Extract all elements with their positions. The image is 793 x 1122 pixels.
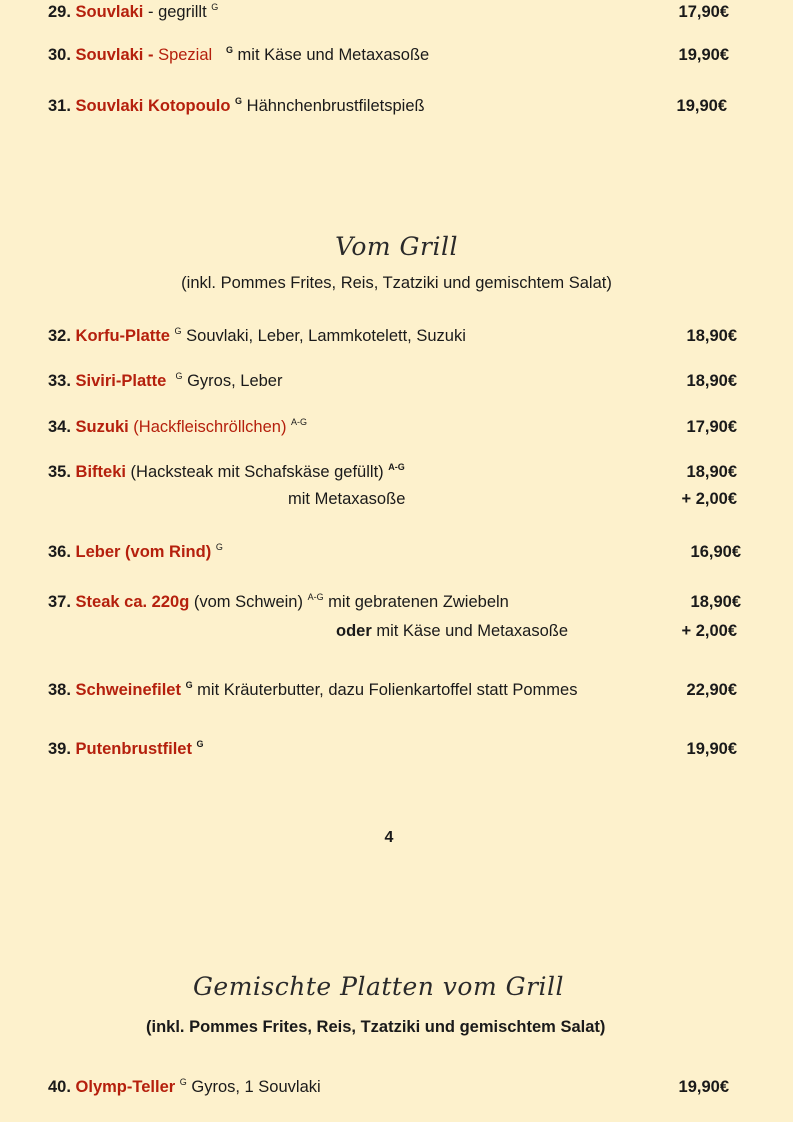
- item-number: 38.: [48, 681, 71, 699]
- item-description: Hähnchenbrustfiletspieß: [242, 97, 425, 115]
- item-number: 30.: [48, 46, 71, 64]
- item-price: 19,90€: [676, 97, 727, 115]
- allergen-code: G: [174, 326, 182, 336]
- item-extra-price: + 2,00€: [681, 490, 737, 508]
- menu-item-35: [48, 463, 737, 487]
- item-number: 39.: [48, 740, 71, 758]
- item-price: 19,90€: [678, 46, 729, 64]
- menu-item-31: [48, 97, 727, 121]
- item-name: Suzuki: [75, 418, 129, 436]
- item-number: 40.: [48, 1078, 71, 1096]
- allergen-code: G: [196, 739, 204, 749]
- menu-item-34: [48, 418, 737, 442]
- item-price: 18,90€: [686, 327, 737, 345]
- allergen-code: G: [175, 371, 183, 381]
- menu-item-29: [48, 3, 729, 27]
- item-name: Putenbrustfilet: [75, 740, 192, 758]
- item-number: 31.: [48, 97, 71, 115]
- item-description: (vom Schwein): [189, 593, 308, 611]
- allergen-code: G: [211, 2, 219, 12]
- item-number: 34.: [48, 418, 71, 436]
- item-price: 18,90€: [686, 372, 737, 390]
- section-subheading: (inkl. Pommes Frites, Reis, Tzatziki und gemischtem Salat): [181, 274, 612, 292]
- allergen-code: G: [185, 680, 193, 690]
- item-name: Souvlaki Kotopoulo: [75, 97, 231, 115]
- section-heading: Gemischte Platten vom Grill: [192, 972, 565, 1001]
- item-description: Souvlaki, Leber, Lammkotelett, Suzuki: [181, 327, 466, 345]
- menu-item-32: [48, 327, 737, 351]
- item-number: 37.: [48, 593, 71, 611]
- item-name: Steak ca. 220g: [75, 593, 190, 611]
- item-extra-text: mit Käse und Metaxasoße: [371, 622, 569, 640]
- item-description: mit Käse und Metaxasoße: [232, 46, 430, 64]
- item-extra-price: + 2,00€: [681, 622, 737, 640]
- item-price: 19,90€: [678, 1078, 729, 1096]
- allergen-code: A-G: [307, 592, 324, 602]
- item-variant: Spezial: [153, 46, 213, 64]
- menu-item-36: [48, 543, 741, 567]
- item-number: 35.: [48, 463, 71, 481]
- item-description: (Hacksteak mit Schafskäse gefüllt): [125, 463, 389, 481]
- section-heading: Vom Grill: [335, 232, 458, 261]
- item-name: Schweinefilet: [75, 681, 181, 699]
- allergen-code: G: [179, 1077, 187, 1087]
- item-name: Leber (vom Rind): [75, 543, 212, 561]
- item-name: Bifteki: [75, 463, 126, 481]
- item-name: Souvlaki -: [75, 46, 154, 64]
- allergen-code: G: [235, 96, 243, 106]
- menu-item-40: [48, 1078, 729, 1102]
- item-number: 36.: [48, 543, 71, 561]
- menu-item-39: [48, 740, 737, 764]
- allergen-code: G: [215, 542, 223, 552]
- allergen-code: A-G: [388, 462, 405, 472]
- item-name: Siviri-Platte: [75, 372, 167, 390]
- item-number: 33.: [48, 372, 71, 390]
- item-description: - gegrillt: [143, 3, 212, 21]
- item-name: Souvlaki: [75, 3, 144, 21]
- page-number: 4: [384, 829, 394, 846]
- item-description: (Hackfleischröllchen): [128, 418, 287, 436]
- menu-item-38: [48, 681, 737, 705]
- item-description: Gyros, 1 Souvlaki: [186, 1078, 321, 1096]
- item-price: 22,90€: [686, 681, 737, 699]
- item-name: Korfu-Platte: [75, 327, 170, 345]
- menu-item-33: [48, 372, 737, 396]
- item-description: Gyros, Leber: [182, 372, 283, 390]
- menu-item-30: [48, 46, 729, 70]
- item-number: 32.: [48, 327, 71, 345]
- allergen-code: A-G: [291, 417, 308, 427]
- item-price: 16,90€: [690, 543, 741, 561]
- item-number: 29.: [48, 3, 71, 21]
- menu-item-37: [48, 593, 741, 617]
- item-price: 18,90€: [686, 463, 737, 481]
- section-subheading: (inkl. Pommes Frites, Reis, Tzatziki und gemischtem Salat): [146, 1018, 606, 1036]
- item-price: 17,90€: [686, 418, 737, 436]
- allergen-code: G: [225, 45, 233, 55]
- item-extra-option: mit Metaxasoße: [288, 490, 406, 508]
- item-price: 19,90€: [686, 740, 737, 758]
- item-extra-option: [336, 622, 568, 641]
- item-price: 18,90€: [690, 593, 741, 611]
- item-description-extra: mit gebratenen Zwiebeln: [323, 593, 509, 611]
- or-label: oder: [336, 622, 372, 640]
- item-description: mit Kräuterbutter, dazu Folienkartoffel statt Pommes: [192, 681, 578, 699]
- item-price: 17,90€: [678, 3, 729, 21]
- item-name: Olymp-Teller: [75, 1078, 176, 1096]
